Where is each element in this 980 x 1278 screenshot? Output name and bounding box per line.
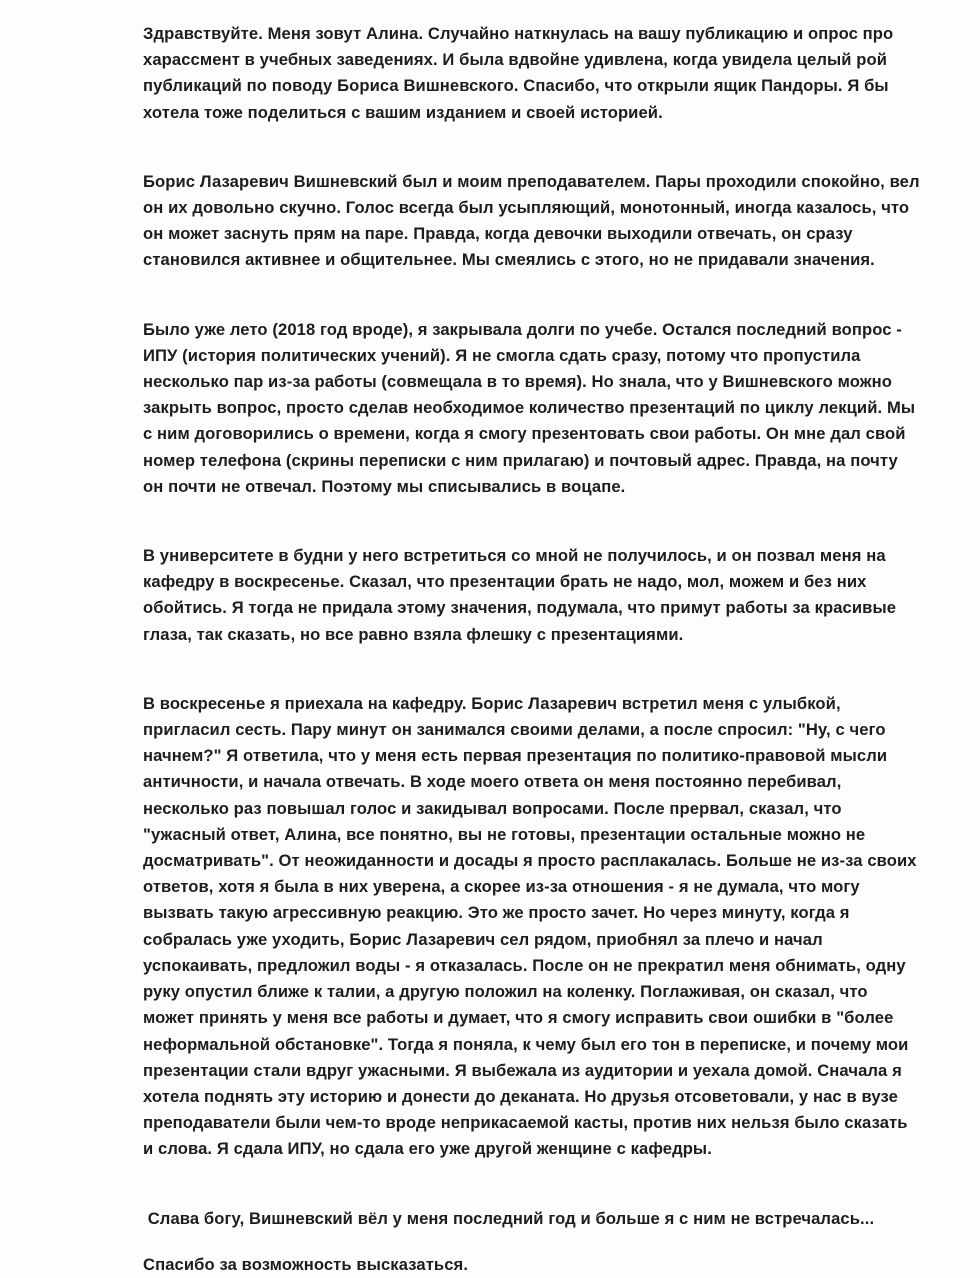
paragraph-university-meeting: В университете в будни у него встретиться со мной не получилось, и он позвал меня на кафедру в воскресенье. Сказал, что презентации брать не надо, мол, можем и без них обойтись. Я тогда не придала этому значения, подумала, что примут работы за красивые глаза, так сказать, но все равно взяла флешку с презентациями. (143, 546, 901, 644)
paragraph-conclusion: Слава богу, Вишневский вёл у меня последний год и больше я с ним не встречалась... (143, 1208, 875, 1228)
paragraph-teacher-description: Борис Лазаревич Вишневский был и моим преподавателем. Пары проходили спокойно, вел он их довольно скучно. Голос всегда был усыпляющий, монотонный, иногда казалось, что он может заснуть прям на паре. Правда, когда девочки выходили отвечать, он сразу становился активнее и общительнее. Мы смеялись с этого, но не придавали значения. (143, 171, 925, 270)
paragraph-thanks: Спасибо за возможность высказаться. (143, 1254, 469, 1274)
paragraph-greeting: Здравствуйте. Меня зовут Алина. Случайно наткнулась на вашу публикацию и опрос про харассмент в учебных заведениях. И была вдвойне удивлена, когда увидела целый рой публикаций по поводу Бориса Вишневского. Спасибо, что открыли ящик Пандоры. Я бы хотела тоже поделиться с вашим изданием и своей историей. (143, 24, 898, 122)
document-body (143, 21, 925, 1278)
paragraph-summer-2018: Было уже лето (2018 год вроде), я закрывала долги по учебе. Остался последний вопрос - ИПУ (история политических учений). Я не смогла сдать сразу, потому что пропустила несколько пар из-за работы (совмещала в то время). Но знала, что у Вишневского можно закрыть вопрос, просто сделав необходимое количество презентаций по циклу лекций. Мы с ним договорились о времени, когда я смогу презентовать свои работы. Он мне дал свой номер телефона (скрины переписки с ним прилагаю) и почтовый адрес. Правда, на почту он почти не отвечал. Поэтому мы списывались в воцапе. (143, 319, 920, 496)
paragraph-sunday-incident: В воскресенье я приехала на кафедру. Борис Лазаревич встретил меня с улыбкой, пригласил сесть. Пару минут он занимался своими делами, а после спросил: "Ну, с чего начнем?" Я ответила, что у меня есть первая презентация по политико-правовой мысли античности, и начала отвечать. В ходе моего ответа он меня постоянно перебивал, несколько раз повышал голос и закидывал вопросами. После прервал, сказал, что "ужасный ответ, Алина, все понятно, вы не готовы, презентации остальные можно не досматривать". От неожиданности и досады я просто расплакалась. Больше не из-за своих ответов, хотя я была в них уверена, а скорее из-за отношения - я не думала, что могу вызвать такую агрессивную реакцию. Это же просто зачет. Но через минуту, когда я собралась уже уходить, Борис Лазаревич сел рядом, приобнял за плечо и начал успокаивать, предложил воды - я отказалась. После он не прекратил меня обнимать, одну руку опустил ближе к талии, а другую положил на коленку. Поглаживая, он сказал, что может принять у меня все работы и думает, что я смогу исправить свои ошибки в "более неформальной обстановке". Тогда я поняла, к чему был его тон в переписке, и почему мои презентации стали вдруг ужасными. Я выбежала из аудитории и уехала домой. Сначала я хотела поднять эту историю и донести до деканата. Но друзья отсоветовали, у нас в вузе преподаватели были чем-то вроде неприкасаемой касты, против них нельзя было сказать и слова. Я сдала ИПУ, но сдала его уже другой женщине с кафедры. (143, 693, 922, 1159)
